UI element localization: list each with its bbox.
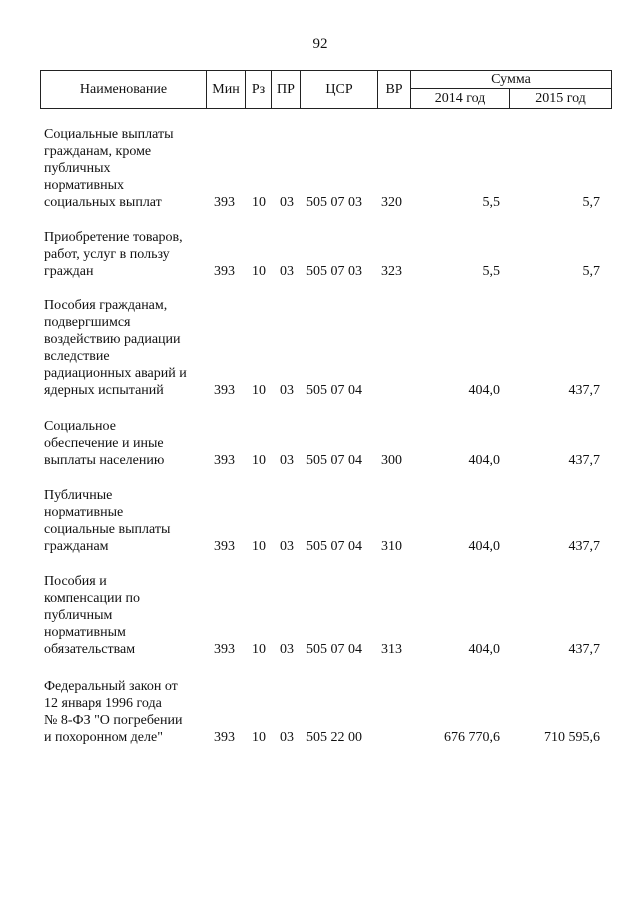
row-vr: 310 (381, 539, 402, 554)
row-min: 393 (214, 539, 235, 554)
row-pr: 03 (280, 383, 294, 398)
row-min: 393 (214, 730, 235, 745)
row-name: Федеральный закон от 12 января 1996 года № 8-ФЗ "О погребении и похоронном деле" (44, 679, 183, 745)
row-pr: 03 (280, 730, 294, 745)
row-vr: 313 (381, 642, 402, 657)
row-pr: 03 (280, 642, 294, 657)
row-csr: 505 07 04 (306, 642, 362, 657)
row-sum-2015: 437,7 (568, 642, 600, 657)
row-rz: 10 (252, 195, 266, 210)
row-sum-2014: 5,5 (482, 195, 500, 210)
row-name: Пособия и компенсации по публичным нормативным обязательствам (44, 574, 140, 657)
column-header-year-2014: 2014 год (411, 89, 510, 109)
row-rz: 10 (252, 383, 266, 398)
column-header-pr: ПР (272, 71, 301, 109)
row-min: 393 (214, 264, 235, 279)
row-sum-2015: 5,7 (582, 195, 600, 210)
row-rz: 10 (252, 264, 266, 279)
column-header-csr: ЦСР (301, 71, 378, 109)
row-name: Социальные выплаты гражданам, кроме публичных нормативных социальных выплат (44, 127, 174, 210)
row-name: Социальное обеспечение и иные выплаты населению (44, 419, 165, 468)
row-vr: 320 (381, 195, 402, 210)
column-header-vr: ВР (378, 71, 411, 109)
row-sum-2014: 404,0 (468, 642, 500, 657)
row-sum-2015: 437,7 (568, 383, 600, 398)
column-header-sum: Сумма (411, 71, 612, 89)
row-csr: 505 07 04 (306, 539, 362, 554)
row-csr: 505 07 04 (306, 453, 362, 468)
row-pr: 03 (280, 195, 294, 210)
column-header-min: Мин (207, 71, 246, 109)
row-rz: 10 (252, 642, 266, 657)
row-min: 393 (214, 642, 235, 657)
row-csr: 505 07 03 (306, 264, 362, 279)
row-sum-2014: 404,0 (468, 383, 500, 398)
row-rz: 10 (252, 730, 266, 745)
row-name: Пособия гражданам, подвергшимся воздействию радиации вследствие радиационных аварий и ядерных испытаний (44, 298, 187, 398)
row-name: Публичные нормативные социальные выплаты гражданам (44, 488, 171, 554)
page-number: 92 (312, 36, 328, 52)
row-rz: 10 (252, 539, 266, 554)
row-sum-2015: 437,7 (568, 539, 600, 554)
row-csr: 505 07 04 (306, 383, 362, 398)
row-rz: 10 (252, 453, 266, 468)
column-header-name: Наименование (41, 71, 207, 109)
row-sum-2014: 404,0 (468, 453, 500, 468)
row-sum-2014: 676 770,6 (444, 730, 500, 745)
row-vr: 323 (381, 264, 402, 279)
row-csr: 505 22 00 (306, 730, 362, 745)
row-min: 393 (214, 383, 235, 398)
row-sum-2015: 437,7 (568, 453, 600, 468)
row-vr: 300 (381, 453, 402, 468)
row-sum-2015: 710 595,6 (544, 730, 600, 745)
row-csr: 505 07 03 (306, 195, 362, 210)
row-pr: 03 (280, 539, 294, 554)
column-header-year-2015: 2015 год (510, 89, 612, 109)
row-pr: 03 (280, 453, 294, 468)
row-sum-2015: 5,7 (582, 264, 600, 279)
row-pr: 03 (280, 264, 294, 279)
row-name: Приобретение товаров, работ, услуг в пользу граждан (44, 230, 183, 279)
column-header-rz: Рз (246, 71, 272, 109)
row-min: 393 (214, 195, 235, 210)
row-sum-2014: 404,0 (468, 539, 500, 554)
row-sum-2014: 5,5 (482, 264, 500, 279)
row-min: 393 (214, 453, 235, 468)
